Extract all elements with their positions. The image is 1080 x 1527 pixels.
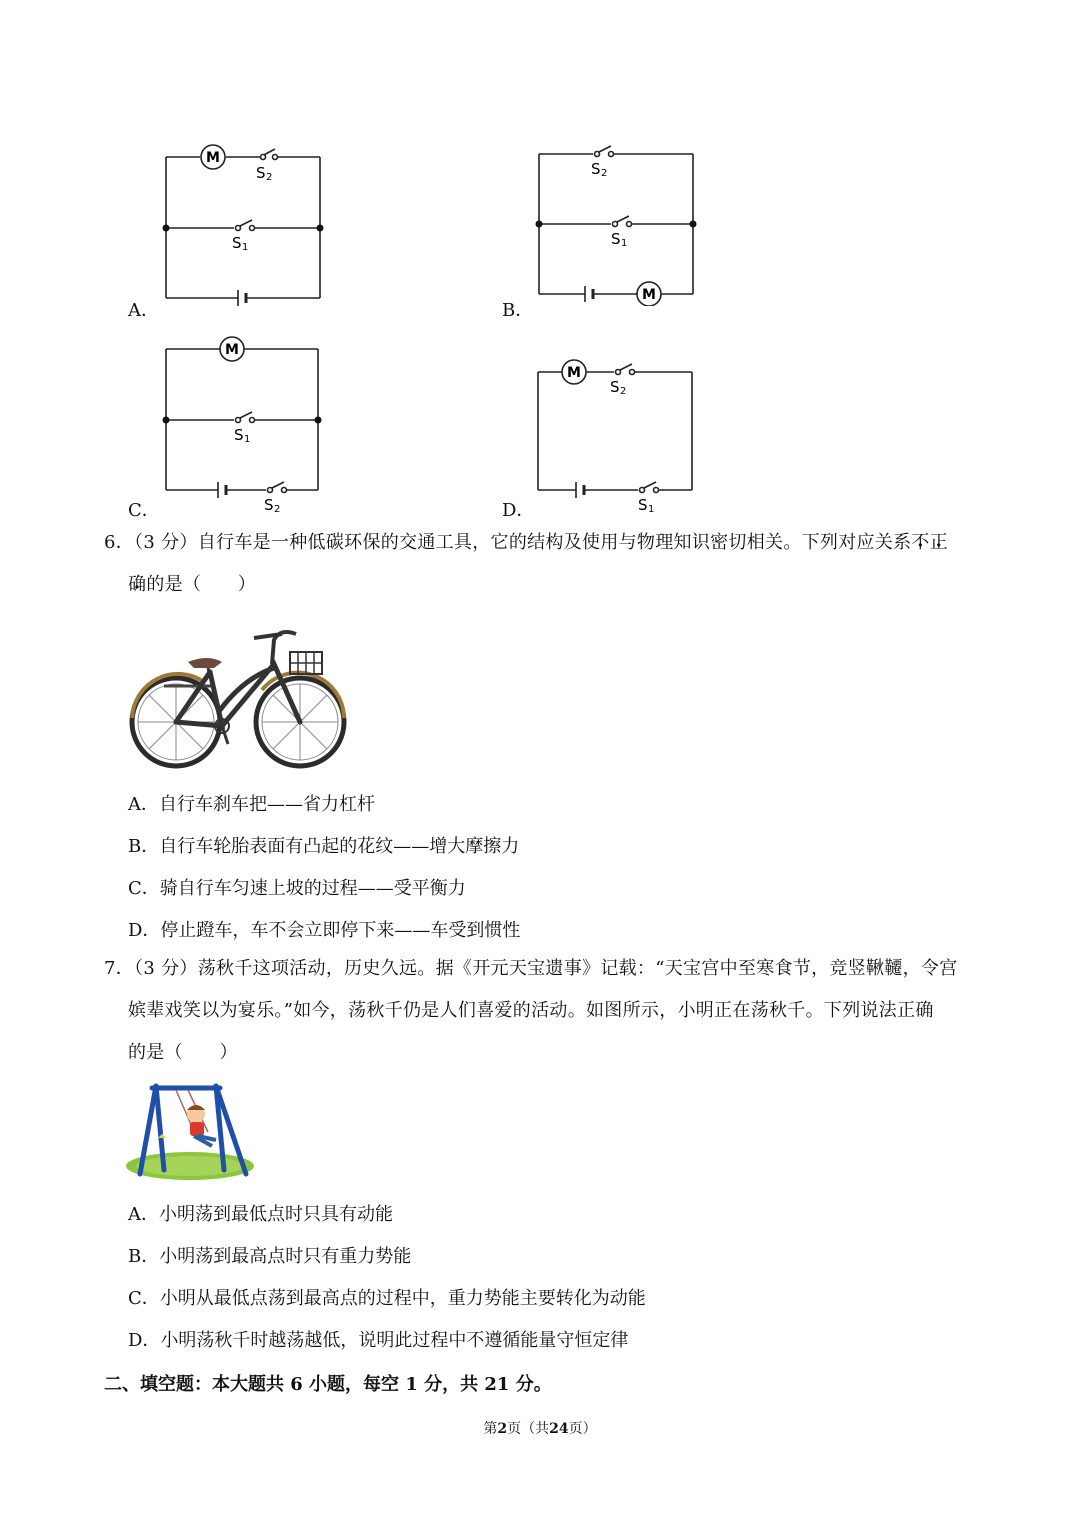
svg-text:M: M	[206, 150, 220, 166]
svg-text:1: 1	[244, 434, 251, 445]
footer-total-pages: 24	[549, 1421, 569, 1437]
q6-stem-text: 6．（3 分）自行车是一种低碳环保的交通工具，它的结构及使用与物理知识密切相关。下列对应关系	[104, 532, 912, 553]
circuit-b-diagram	[533, 136, 703, 306]
svg-text:S: S	[611, 230, 621, 248]
svg-text:1: 1	[621, 238, 628, 249]
svg-text:S: S	[232, 234, 242, 252]
circuit-a-diagram	[160, 140, 330, 310]
svg-text:2: 2	[274, 504, 281, 512]
svg-text:M: M	[642, 287, 656, 303]
bicycle-image	[124, 618, 352, 770]
q7-choice-c: C．小明从最低点荡到最高点的过程中，重力势能主要转化为动能	[128, 1288, 646, 1309]
svg-text:2: 2	[620, 386, 627, 397]
circuit-c	[160, 332, 330, 512]
circuit-d-label: D．	[502, 500, 535, 521]
svg-text:S: S	[638, 496, 648, 514]
circuit-a	[160, 140, 330, 310]
q6-choice-d: D．停止蹬车，车不会立即停下来——车受到惯性	[128, 920, 521, 941]
q7-stem-line3: 的是（ ）	[128, 1042, 238, 1063]
q6-stem-end: 的是（ ）	[146, 574, 257, 595]
swing-image	[124, 1078, 258, 1186]
svg-text:2: 2	[601, 168, 608, 179]
bicycle-illustration	[124, 618, 352, 770]
svg-text:S: S	[234, 426, 244, 444]
q6-stem-line1	[104, 522, 948, 564]
footer-post: 页）	[568, 1421, 597, 1437]
footer-page-number: 2	[497, 1421, 508, 1437]
q7-choice-a: A．小明荡到最低点时只具有动能	[128, 1204, 393, 1225]
circuit-c-label: C．	[128, 500, 160, 521]
page-footer	[0, 1418, 1080, 1438]
q7-choice-b: B．小明荡到最高点时只有重力势能	[128, 1246, 412, 1267]
q7-stem-line1: 7．（3 分）荡秋千这项活动，历史久远。据《开元天宝遗事》记载：“天宝宫中至寒食节，竞竖鞦韆，令宫	[104, 958, 958, 979]
circuit-c-diagram	[160, 332, 330, 512]
svg-text:1: 1	[648, 504, 655, 514]
circuit-d-diagram	[532, 354, 702, 514]
svg-text:S: S	[264, 496, 274, 512]
svg-text:S: S	[591, 160, 601, 178]
section-2-heading: 二、填空题：本大题共 6 小题，每空 1 分，共 21 分。	[104, 1374, 552, 1395]
q6-choice-c: C．骑自行车匀速上坡的过程——受平衡力	[128, 878, 466, 899]
circuit-a-label: A．	[128, 300, 159, 321]
svg-text:1: 1	[242, 242, 249, 253]
q6-emphasis-3: 确 ·	[128, 574, 146, 595]
svg-text:M: M	[567, 365, 581, 381]
footer-mid: 页（共	[507, 1421, 550, 1437]
circuit-d	[532, 354, 702, 514]
svg-text:2: 2	[266, 172, 273, 183]
footer-pre: 第	[483, 1421, 498, 1437]
svg-text:S: S	[256, 164, 266, 182]
q6-choice-a: A．自行车刹车把——省力杠杆	[128, 794, 375, 815]
svg-text:S: S	[610, 378, 620, 396]
q6-choice-b: B．自行车轮胎表面有凸起的花纹——增大摩擦力	[128, 836, 520, 857]
q6-stem-line2	[128, 564, 256, 606]
q6-emphasis-1: 不 ·	[911, 532, 929, 553]
q6-emphasis-2: 正 ·	[930, 532, 948, 553]
svg-text:M: M	[225, 342, 239, 358]
q7-stem-line2: 嫔辈戏笑以为宴乐。”如今，荡秋千仍是人们喜爱的活动。如图所示，小明正在荡秋千。下列说法正确	[128, 1000, 934, 1021]
q7-choice-d: D．小明荡秋千时越荡越低，说明此过程中不遵循能量守恒定律	[128, 1330, 629, 1351]
circuit-b	[533, 136, 703, 306]
circuit-b-label: B．	[502, 300, 534, 321]
swing-illustration	[124, 1078, 258, 1186]
